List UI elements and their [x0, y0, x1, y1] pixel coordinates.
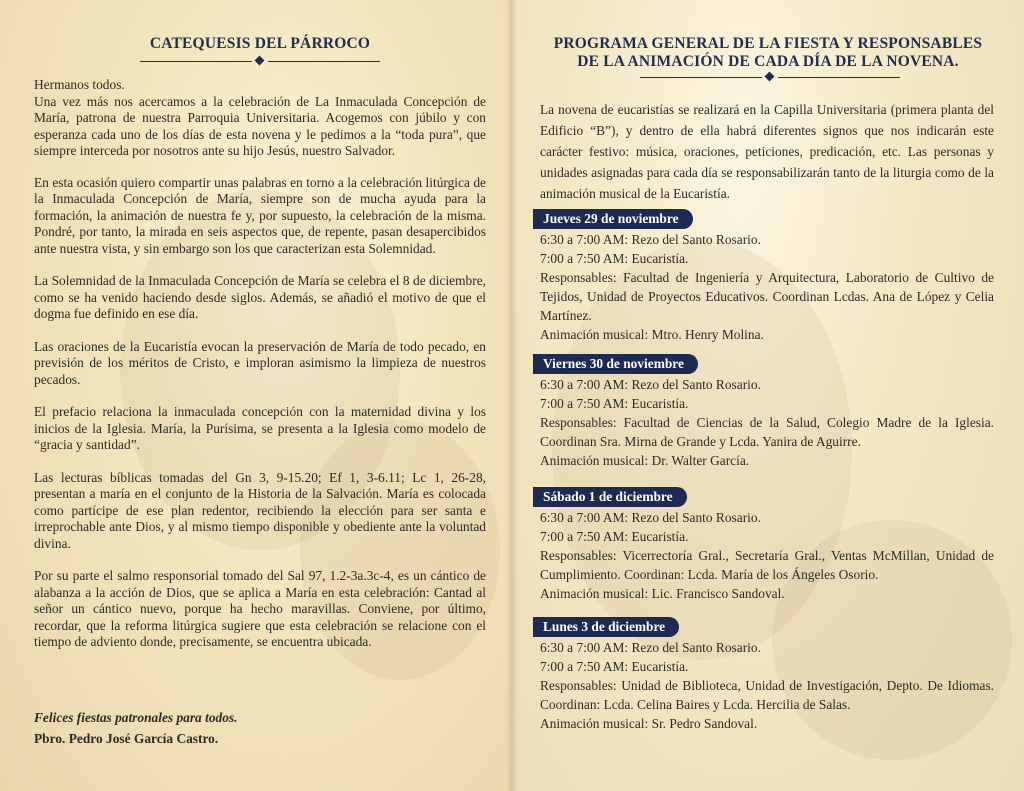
day-date-badge: Sábado 1 de diciembre [533, 487, 687, 507]
paragraph: El prefacio relaciona la inmaculada concepción con la maternidad divina y los inicios de la Iglesia. María, la Purísima, se presenta a la Iglesia como modelo de “gracia y santidad”. [34, 404, 486, 452]
paragraph: En esta ocasión quiero compartir unas palabras en torno a la celebración litúrgica de la Inmaculada Concepción de María, siempre son de mucha ayuda para la formación, la animación de nuestra fe y, por supuesto, la celebración de la misma. Pondré, por tanto, la mirada en seis aspectos que, de repente, pasan desapercibidos ante nuestra vista, y sin embargo son los que caracterizan esta Solemnidad. [34, 174, 486, 256]
mass-time: 7:00 a 7:50 AM: Eucaristía. [540, 251, 689, 266]
signature: Pbro. Pedro José García Castro. [34, 731, 219, 746]
rosary-time: 6:30 a 7:00 AM: Rezo del Santo Rosario. [540, 640, 761, 655]
program-title [528, 35, 1008, 71]
paragraph: Hermanos todos. Una vez más nos acercamos a la celebración de La Inmaculada Concepción de María, patrona de nuestra Parroquia Universitaria. Acogemos con júbilo y con esperanza cada uno de los días de esta novena y le pedimos a la “toda pura”, que siempre interceda por nosotros ante su hijo Jesús, nuestro Salvador. [34, 77, 486, 158]
music: Animación musical: Dr. Walter García. [540, 453, 750, 468]
page-fold [506, 0, 518, 791]
program-title-line: PROGRAMA GENERAL DE LA FIESTA Y RESPONSABLES [553, 35, 983, 52]
catechesis-title: CATEQUESIS DEL PÁRROCO [149, 35, 371, 52]
rosary-time: 6:30 a 7:00 AM: Rezo del Santo Rosario. [540, 232, 761, 247]
catechesis-body [34, 77, 486, 667]
closing-greeting: Felices fiestas patronales para todos. [34, 710, 238, 725]
responsables: Responsables: Facultad de Ciencias de la Salud, Colegio Madre de la Iglesia. Coordinan Sra. Mirna de Grande y Lcda. Yanira de Aguirre. [540, 415, 994, 449]
title-ornament [640, 73, 900, 83]
mass-time: 7:00 a 7:50 AM: Eucaristía. [540, 529, 689, 544]
day-date-badge: Lunes 3 de diciembre [533, 617, 679, 637]
day-date-badge: Jueves 29 de noviembre [533, 209, 693, 229]
paragraph: La Solemnidad de la Inmaculada Concepción de María se celebra el 8 de diciembre, como se ha venido haciendo desde siglos. Además, se añadió el motivo de que el dogma fue definido en ese día. [34, 273, 486, 321]
title-ornament [140, 57, 380, 67]
paragraph: Las lecturas bíblicas tomadas del Gn 3, 9-15.20; Ef 1, 3-6.11; Lc 1, 26-28, presentan a maría en el conjunto de la Historia de la Salvación. María es colocada como partícipe de ese plan redentor, recibiendo la elección para ser santa e irreprochable ante Dios, y al mismo tiempo disponible y obediente ante la voluntad divina. [34, 469, 486, 551]
responsables: Responsables: Vicerrectoría Gral., Secretaría Gral., Ventas McMillan, Unidad de Cumplimiento. Coordinan: Lcda. María de los Ángeles Osorio. [540, 548, 994, 582]
music: Animación musical: Mtro. Henry Molina. [540, 327, 764, 342]
rosary-time: 6:30 a 7:00 AM: Rezo del Santo Rosario. [540, 510, 761, 525]
day-date-badge: Viernes 30 de noviembre [533, 354, 698, 374]
music: Animación musical: Lic. Francisco Sandoval. [540, 586, 785, 601]
mass-time: 7:00 a 7:50 AM: Eucaristía. [540, 396, 689, 411]
program-title-line: DE LA ANIMACIÓN DE CADA DÍA DE LA NOVENA. [577, 53, 959, 70]
rosary-time: 6:30 a 7:00 AM: Rezo del Santo Rosario. [540, 377, 761, 392]
music: Animación musical: Sr. Pedro Sandoval. [540, 716, 758, 731]
mass-time: 7:00 a 7:50 AM: Eucaristía. [540, 659, 689, 674]
paragraph: Por su parte el salmo responsorial tomado del Sal 97, 1.2-3a.3c-4, es un cántico de alabanza a la acción de Dios, que se aplica a María en esta celebración: Cantad al señor un cántico nuevo, porque ha hecho maravillas. Conviene, por último, recordar, que la reforma litúrgica sugiere que esta celebración se relacione con el tiempo de adviento donde, precisamente, se encuentra ubicada. [34, 568, 486, 649]
paragraph: Las oraciones de la Eucaristía evocan la preservación de María de todo pecado, en previsión de los méritos de Cristo, e imploran asimismo la limpieza de nuestros pecados. [34, 338, 486, 387]
closing-block [34, 707, 486, 749]
responsables: Responsables: Unidad de Biblioteca, Unidad de Investigación, Depto. De Idiomas. Coordinan: Lcda. Celina Baires y Lcda. Hercilia de Salas. [540, 678, 994, 712]
responsables: Responsables: Facultad de Ingeniería y Arquitectura, Laboratorio de Cultivo de Tejidos, Unidad de Proyectos Educativos. Coordinan Lcdas. Ana de López y Celia Martínez. [540, 270, 994, 323]
program-intro: La novena de eucaristías se realizará en la Capilla Universitaria (primera planta del Edificio “B”), y dentro de ella habrá diferentes signos que nos indicarán este carácter festivo: música, oraciones, peticiones, predicación, etc. Las personas y unidades asignadas para cada día se responsabilizarán tanto de la liturgia como de la animación musical de la Eucaristía. [540, 102, 994, 201]
